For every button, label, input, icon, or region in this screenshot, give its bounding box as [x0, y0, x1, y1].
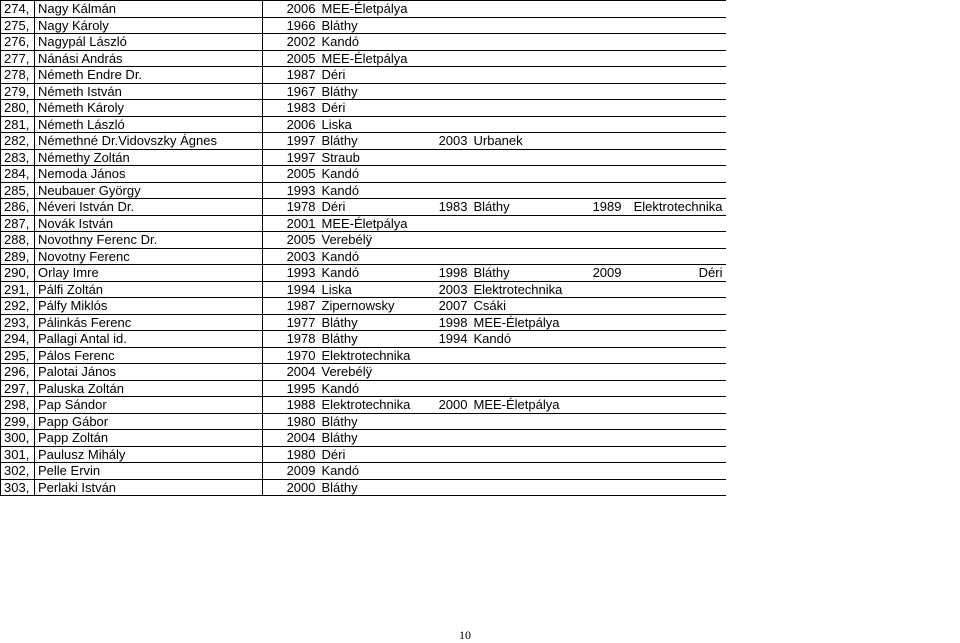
award-year-1: 1987: [263, 298, 319, 315]
award-year-2: 1994: [429, 331, 471, 348]
row-number: 287,: [1, 215, 35, 232]
award-year-3: [583, 380, 625, 397]
award-year-3: 2009: [583, 265, 625, 282]
table-row: [1, 166, 726, 183]
person-name: Pálfi Zoltán: [35, 281, 263, 298]
award-name-3: [625, 133, 726, 150]
person-name: Novotny Ferenc: [35, 248, 263, 265]
award-name-1: Zipernowsky: [319, 298, 429, 315]
award-name-1: Verebélÿ: [319, 364, 429, 381]
person-name: Neubauer György: [35, 182, 263, 199]
table-row: [1, 149, 726, 166]
award-year-3: [583, 347, 625, 364]
award-year-3: [583, 430, 625, 447]
award-year-2: [429, 100, 471, 117]
person-name: Nagy Károly: [35, 17, 263, 34]
person-name: Pálos Ferenc: [35, 347, 263, 364]
row-number: 303,: [1, 479, 35, 496]
person-name: Perlaki István: [35, 479, 263, 496]
award-year-3: [583, 446, 625, 463]
award-name-1: Kandó: [319, 248, 429, 265]
award-year-3: [583, 397, 625, 414]
table-row: [1, 1, 726, 18]
award-year-1: 2006: [263, 116, 319, 133]
table-row: [1, 248, 726, 265]
award-year-1: 1997: [263, 133, 319, 150]
award-year-2: [429, 463, 471, 480]
award-name-2: [471, 347, 583, 364]
row-number: 278,: [1, 67, 35, 84]
award-year-2: [429, 1, 471, 18]
award-year-2: [429, 149, 471, 166]
person-name: Pálfy Miklós: [35, 298, 263, 315]
person-name: Némethné Dr.Vidovszky Ágnes: [35, 133, 263, 150]
award-year-1: 2004: [263, 430, 319, 447]
award-name-3: [625, 380, 726, 397]
award-name-2: Bláthy: [471, 265, 583, 282]
award-year-3: [583, 314, 625, 331]
award-name-3: Déri: [625, 265, 726, 282]
award-year-1: 2003: [263, 248, 319, 265]
award-year-3: [583, 50, 625, 67]
row-number: 301,: [1, 446, 35, 463]
award-year-3: [583, 331, 625, 348]
person-name: Pap Sándor: [35, 397, 263, 414]
award-name-3: [625, 430, 726, 447]
row-number: 293,: [1, 314, 35, 331]
award-name-2: [471, 446, 583, 463]
award-name-1: Liska: [319, 116, 429, 133]
award-name-1: Kandó: [319, 463, 429, 480]
award-name-1: Bláthy: [319, 430, 429, 447]
award-year-1: 1970: [263, 347, 319, 364]
award-year-2: [429, 413, 471, 430]
award-year-2: 1998: [429, 314, 471, 331]
award-name-1: Bláthy: [319, 133, 429, 150]
table-row: [1, 446, 726, 463]
award-name-1: Bláthy: [319, 83, 429, 100]
award-year-2: 2003: [429, 133, 471, 150]
table-row: [1, 133, 726, 150]
person-name: Novák István: [35, 215, 263, 232]
table-row: [1, 265, 726, 282]
award-year-3: [583, 413, 625, 430]
award-name-2: [471, 83, 583, 100]
award-year-1: 2000: [263, 479, 319, 496]
table-row: [1, 17, 726, 34]
award-year-1: 1994: [263, 281, 319, 298]
person-name: Nagypál László: [35, 34, 263, 51]
award-name-3: [625, 116, 726, 133]
award-name-3: [625, 446, 726, 463]
person-name: Papp Gábor: [35, 413, 263, 430]
person-name: Pallagi Antal id.: [35, 331, 263, 348]
award-year-3: [583, 133, 625, 150]
award-year-1: 1980: [263, 413, 319, 430]
person-name: Pelle Ervin: [35, 463, 263, 480]
table-row: [1, 50, 726, 67]
row-number: 275,: [1, 17, 35, 34]
award-name-3: [625, 83, 726, 100]
award-year-2: [429, 430, 471, 447]
award-year-1: 1980: [263, 446, 319, 463]
award-year-2: [429, 83, 471, 100]
row-number: 274,: [1, 1, 35, 18]
award-name-3: [625, 166, 726, 183]
award-year-1: 1997: [263, 149, 319, 166]
award-name-3: [625, 364, 726, 381]
table-row: [1, 298, 726, 315]
award-year-2: [429, 67, 471, 84]
table-row: [1, 463, 726, 480]
row-number: 285,: [1, 182, 35, 199]
award-name-2: [471, 1, 583, 18]
award-name-3: [625, 215, 726, 232]
award-name-1: Elektrotechnika: [319, 397, 429, 414]
award-year-2: [429, 50, 471, 67]
award-name-2: MEE-Életpálya: [471, 397, 583, 414]
award-year-2: [429, 166, 471, 183]
award-name-2: [471, 479, 583, 496]
award-name-3: [625, 50, 726, 67]
award-year-1: 2002: [263, 34, 319, 51]
award-year-2: [429, 215, 471, 232]
row-number: 280,: [1, 100, 35, 117]
award-name-3: [625, 314, 726, 331]
award-year-1: 2006: [263, 1, 319, 18]
award-year-2: [429, 364, 471, 381]
award-name-3: [625, 479, 726, 496]
table-row: [1, 199, 726, 216]
award-name-3: [625, 67, 726, 84]
award-name-3: [625, 149, 726, 166]
award-year-3: [583, 281, 625, 298]
award-name-1: Déri: [319, 67, 429, 84]
table-row: [1, 281, 726, 298]
row-number: 290,: [1, 265, 35, 282]
award-year-3: [583, 1, 625, 18]
award-name-2: [471, 100, 583, 117]
table-row: [1, 34, 726, 51]
award-name-1: Kandó: [319, 34, 429, 51]
award-name-2: [471, 149, 583, 166]
award-year-1: 1966: [263, 17, 319, 34]
row-number: 284,: [1, 166, 35, 183]
award-year-3: [583, 479, 625, 496]
table-row: [1, 67, 726, 84]
table-row: [1, 364, 726, 381]
award-name-2: [471, 116, 583, 133]
award-year-2: [429, 479, 471, 496]
award-name-3: [625, 248, 726, 265]
award-year-2: [429, 347, 471, 364]
award-name-1: MEE-Életpálya: [319, 50, 429, 67]
row-number: 282,: [1, 133, 35, 150]
award-year-2: [429, 17, 471, 34]
award-year-2: [429, 182, 471, 199]
row-number: 281,: [1, 116, 35, 133]
award-year-2: [429, 380, 471, 397]
award-name-2: [471, 380, 583, 397]
table-row: [1, 215, 726, 232]
award-year-1: 1993: [263, 265, 319, 282]
row-number: 292,: [1, 298, 35, 315]
award-year-2: [429, 116, 471, 133]
table-row: [1, 347, 726, 364]
award-year-3: [583, 215, 625, 232]
award-name-1: Kandó: [319, 380, 429, 397]
person-name: Palotai János: [35, 364, 263, 381]
award-name-1: Elektrotechnika: [319, 347, 429, 364]
award-year-1: 1988: [263, 397, 319, 414]
award-name-1: Déri: [319, 199, 429, 216]
person-name: Orlay Imre: [35, 265, 263, 282]
row-number: 277,: [1, 50, 35, 67]
award-year-1: 1987: [263, 67, 319, 84]
award-name-3: [625, 347, 726, 364]
award-year-3: [583, 34, 625, 51]
row-number: 279,: [1, 83, 35, 100]
award-year-2: 2003: [429, 281, 471, 298]
row-number: 296,: [1, 364, 35, 381]
award-name-3: [625, 413, 726, 430]
award-name-1: Kandó: [319, 265, 429, 282]
row-number: 276,: [1, 34, 35, 51]
award-year-2: 1983: [429, 199, 471, 216]
award-name-2: [471, 248, 583, 265]
person-name: Nagy Kálmán: [35, 1, 263, 18]
award-name-1: Bláthy: [319, 331, 429, 348]
award-name-3: [625, 331, 726, 348]
table-row: [1, 430, 726, 447]
person-name: Paluska Zoltán: [35, 380, 263, 397]
award-name-1: Kandó: [319, 182, 429, 199]
award-name-1: Liska: [319, 281, 429, 298]
award-year-1: 1967: [263, 83, 319, 100]
row-number: 288,: [1, 232, 35, 249]
person-name: Papp Zoltán: [35, 430, 263, 447]
award-year-2: [429, 34, 471, 51]
award-name-2: [471, 364, 583, 381]
award-name-1: Kandó: [319, 166, 429, 183]
award-name-2: [471, 67, 583, 84]
award-year-1: 2005: [263, 232, 319, 249]
table-row: [1, 479, 726, 496]
award-year-2: 2000: [429, 397, 471, 414]
award-name-1: Bláthy: [319, 413, 429, 430]
award-name-2: [471, 17, 583, 34]
award-year-3: [583, 17, 625, 34]
award-year-3: [583, 182, 625, 199]
award-year-1: 2001: [263, 215, 319, 232]
table-row: [1, 232, 726, 249]
award-name-1: MEE-Életpálya: [319, 215, 429, 232]
award-name-2: [471, 34, 583, 51]
award-year-3: [583, 149, 625, 166]
award-year-2: 2007: [429, 298, 471, 315]
award-year-1: 1993: [263, 182, 319, 199]
award-name-2: [471, 182, 583, 199]
award-name-3: [625, 281, 726, 298]
award-name-3: [625, 182, 726, 199]
table-row: [1, 314, 726, 331]
award-year-2: 1998: [429, 265, 471, 282]
award-name-3: Elektrotechnika: [625, 199, 726, 216]
award-year-3: [583, 463, 625, 480]
award-year-1: 2005: [263, 166, 319, 183]
table-row: [1, 331, 726, 348]
award-year-2: [429, 446, 471, 463]
award-name-2: Elektrotechnika: [471, 281, 583, 298]
row-number: 298,: [1, 397, 35, 414]
award-name-2: Urbanek: [471, 133, 583, 150]
award-name-1: Bláthy: [319, 314, 429, 331]
award-name-1: Straub: [319, 149, 429, 166]
row-number: 289,: [1, 248, 35, 265]
award-year-3: [583, 83, 625, 100]
award-name-3: [625, 463, 726, 480]
table-row: [1, 100, 726, 117]
person-name: Nemoda János: [35, 166, 263, 183]
award-year-3: [583, 232, 625, 249]
award-name-3: [625, 397, 726, 414]
award-name-1: Bláthy: [319, 17, 429, 34]
award-name-1: Verebélÿ: [319, 232, 429, 249]
award-year-1: 1995: [263, 380, 319, 397]
award-name-1: Déri: [319, 446, 429, 463]
award-name-2: [471, 413, 583, 430]
person-name: Novothny Ferenc Dr.: [35, 232, 263, 249]
award-year-3: [583, 364, 625, 381]
award-year-3: 1989: [583, 199, 625, 216]
award-name-3: [625, 298, 726, 315]
award-name-2: [471, 166, 583, 183]
row-number: 291,: [1, 281, 35, 298]
row-number: 302,: [1, 463, 35, 480]
award-name-2: [471, 463, 583, 480]
award-name-1: MEE-Életpálya: [319, 1, 429, 18]
page-number: 10: [459, 628, 471, 642]
award-year-1: 1977: [263, 314, 319, 331]
award-name-3: [625, 34, 726, 51]
award-name-2: [471, 215, 583, 232]
award-name-2: [471, 50, 583, 67]
table-row: [1, 413, 726, 430]
person-name: Pálinkás Ferenc: [35, 314, 263, 331]
award-year-1: 1978: [263, 331, 319, 348]
award-name-2: [471, 232, 583, 249]
person-name: Néveri István Dr.: [35, 199, 263, 216]
award-year-3: [583, 248, 625, 265]
award-year-1: 2004: [263, 364, 319, 381]
person-name: Németh Endre Dr.: [35, 67, 263, 84]
award-name-2: Bláthy: [471, 199, 583, 216]
award-year-3: [583, 100, 625, 117]
person-name: Nánási András: [35, 50, 263, 67]
award-name-1: Déri: [319, 100, 429, 117]
award-name-2: MEE-Életpálya: [471, 314, 583, 331]
person-name: Németh László: [35, 116, 263, 133]
award-name-1: Bláthy: [319, 479, 429, 496]
award-year-3: [583, 67, 625, 84]
row-number: 299,: [1, 413, 35, 430]
award-year-3: [583, 116, 625, 133]
award-name-2: Kandó: [471, 331, 583, 348]
award-year-1: 2005: [263, 50, 319, 67]
award-name-2: Csáki: [471, 298, 583, 315]
person-name: Némethy Zoltán: [35, 149, 263, 166]
table-row: [1, 397, 726, 414]
award-year-1: 1983: [263, 100, 319, 117]
award-name-3: [625, 232, 726, 249]
row-number: 297,: [1, 380, 35, 397]
table-row: [1, 380, 726, 397]
award-name-3: [625, 17, 726, 34]
award-year-3: [583, 166, 625, 183]
table-row: [1, 116, 726, 133]
award-name-3: [625, 1, 726, 18]
person-name: Paulusz Mihály: [35, 446, 263, 463]
table-body: [1, 1, 726, 496]
award-name-3: [625, 100, 726, 117]
row-number: 283,: [1, 149, 35, 166]
person-name: Németh Károly: [35, 100, 263, 117]
person-name: Németh István: [35, 83, 263, 100]
row-number: 286,: [1, 199, 35, 216]
award-year-1: 2009: [263, 463, 319, 480]
award-year-3: [583, 298, 625, 315]
award-name-2: [471, 430, 583, 447]
row-number: 295,: [1, 347, 35, 364]
table-row: [1, 182, 726, 199]
row-number: 294,: [1, 331, 35, 348]
award-year-2: [429, 232, 471, 249]
table-row: [1, 83, 726, 100]
row-number: 300,: [1, 430, 35, 447]
award-year-2: [429, 248, 471, 265]
award-year-1: 1978: [263, 199, 319, 216]
